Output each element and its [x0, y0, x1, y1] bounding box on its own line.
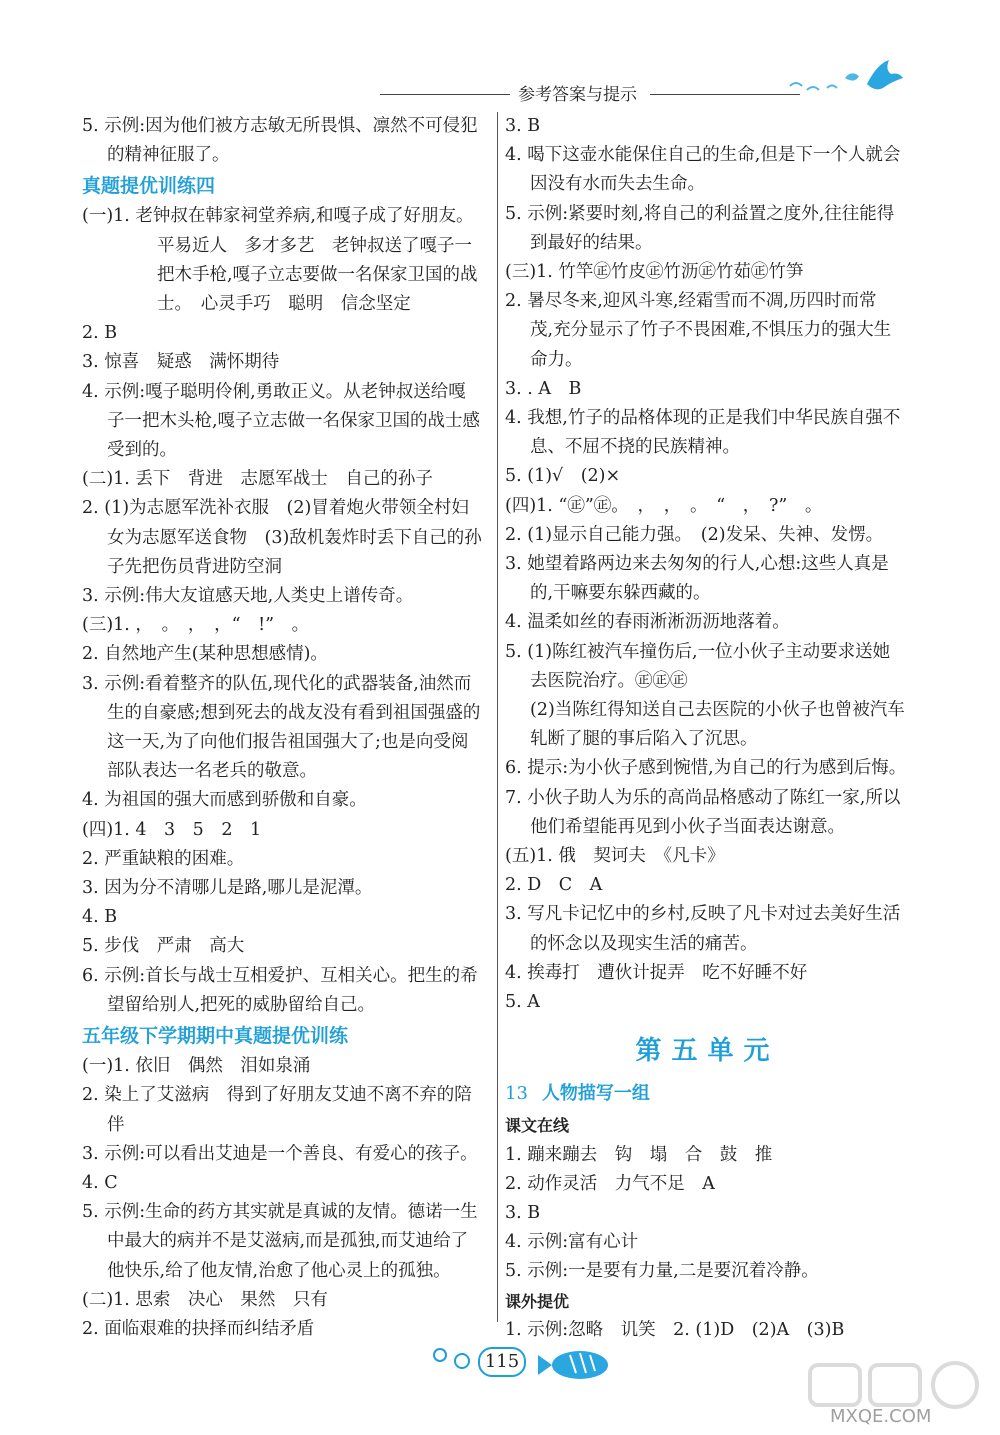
- answer-line: 他们希望能再见到小伙子当面表达谢意。: [530, 816, 845, 837]
- answer-line: 子先把伤员背进防空洞: [107, 556, 282, 577]
- answer-line: 2. 严重缺粮的困难。: [82, 848, 245, 869]
- answer-line: 的怀念以及现实生活的痛苦。: [530, 933, 758, 954]
- lesson-heading: [505, 1077, 910, 1111]
- watermark-text: MXQE.COM: [830, 1406, 932, 1427]
- answer-line: 平易近人 多才多艺 老钟叔送了嘎子一: [157, 235, 472, 256]
- answer-line: 茂,充分显示了竹子不畏困难,不惧压力的强大生: [530, 320, 892, 341]
- answer-line: 4. 为祖国的强大而感到骄傲和自豪。: [82, 790, 367, 811]
- answer-line: 1. 示例:忽略 讥笑 2. (1)D (2)A (3)B: [505, 1319, 845, 1340]
- answer-line: 3. B: [505, 116, 541, 136]
- bubble-fish-decoration-icon: [430, 1335, 630, 1385]
- answer-line: 把木手枪,嘎子立志要做一名保家卫国的战: [157, 264, 478, 285]
- answer-line: (二)1. 丢下 背进 志愿军战士 自己的孙子: [82, 469, 433, 490]
- answer-line: 5. 示例:因为他们被方志敏无所畏惧、凛然不可侵犯: [82, 116, 478, 136]
- answer-line: 3. 示例:可以看出艾迪是一个善良、有爱心的孩子。: [82, 1143, 478, 1164]
- answer-line: 女为志愿军送食物 (3)敌机轰炸时丢下自己的孙: [107, 527, 482, 548]
- answer-line: 轧断了腿的事后陷入了沉思。: [530, 729, 758, 750]
- answer-line: 子一把木头枪,嘎子立志做一名保家卫国的战士感: [107, 410, 481, 431]
- answer-line: 受到的。: [107, 440, 177, 461]
- answer-line: 3. 示例:看着整齐的队伍,现代化的武器装备,油然而: [82, 673, 472, 694]
- answer-line: 7. 小伙子助人为乐的高尚品格感动了陈红一家,所以: [505, 787, 901, 808]
- answer-line: 2. 动作灵活 力气不足 A: [505, 1173, 715, 1194]
- section-heading: 五年级下学期期中真题提优训练: [82, 1025, 349, 1048]
- answer-line: 3. 示例:伟大友谊感天地,人类史上谱传奇。: [82, 586, 414, 607]
- answer-line: 6. 示例:首长与战士互相爱护、互相关心。把生的希: [82, 965, 478, 986]
- answer-line: 望留给别人,把死的威胁留给自己。: [107, 994, 376, 1015]
- answer-line: 的,干嘛要东躲西藏的。: [530, 583, 711, 604]
- answer-line: (一)1. 老钟叔在韩家祠堂养病,和嘎子成了好朋友。: [82, 206, 474, 227]
- lesson-title: 人物描写一组: [541, 1083, 650, 1105]
- answer-line: 1. 蹦来蹦去 钩 塌 合 鼓 推: [505, 1144, 773, 1165]
- answer-line: 他快乐,给了他友情,治愈了他心灵上的孤独。: [107, 1260, 451, 1281]
- answer-line: 4. 示例:嘎子聪明伶俐,勇敢正义。从老钟叔送给嘎: [82, 381, 466, 402]
- section-heading: 真题提优训练四: [82, 175, 216, 198]
- answer-line: 去医院治疗。㊣㊣㊣: [530, 670, 688, 691]
- answer-line: 3. 惊喜 疑惑 满怀期待: [82, 352, 280, 373]
- answer-line: 4. 挨毒打 遭伙计捉弄 吃不好睡不好: [505, 962, 808, 983]
- answer-line: 5. 示例:紧要时刻,将自己的利益置之度外,往往能得: [505, 203, 895, 224]
- subsection-heading: 课外提优: [505, 1291, 570, 1311]
- answer-line: 6. 提示:为小伙子感到惋惜,为自己的行为感到后悔。: [505, 758, 907, 779]
- answer-line: 2. 自然地产生(某种思想感情)。: [82, 644, 328, 665]
- answer-line: 5. 示例:生命的药方其实就是真诚的友情。德诺一生: [82, 1202, 478, 1223]
- answer-line: 因没有水而失去生命。: [530, 174, 705, 195]
- answer-line: (三)1. 竹竿㊣竹皮㊣竹沥㊣竹茹㊣竹笋: [505, 262, 804, 283]
- answer-line: 3. B: [505, 1202, 541, 1223]
- answer-line: 2. (1)为志愿军洗补衣服 (2)冒着炮火带领全村妇: [82, 498, 469, 519]
- answer-line: (三)1. ， 。 ， ，“ !” 。: [82, 615, 310, 636]
- header-rule-right: [650, 94, 800, 95]
- answer-line: 命力。: [530, 349, 583, 370]
- bird-decoration-icon: [785, 56, 905, 106]
- answer-line: 5. A: [505, 992, 540, 1013]
- answer-line: 3. 因为分不清哪儿是路,哪儿是泥潭。: [82, 878, 373, 899]
- page-header: [380, 80, 900, 110]
- answer-line: 2. 染上了艾滋病 得到了好朋友艾迪不离不弃的陪: [82, 1085, 472, 1106]
- answer-line: 中最大的病并不是艾滋病,而是孤独,而艾迪给了: [107, 1231, 469, 1252]
- header-title: 参考答案与提示: [518, 85, 637, 105]
- page-number: 115: [478, 1347, 526, 1377]
- right-column: [505, 112, 910, 1345]
- answer-line: 2. B: [82, 323, 118, 344]
- header-rule-left: [380, 94, 510, 95]
- answer-line: 2. (1)显示自己能力强。 (2)发呆、失神、发愣。: [505, 524, 884, 545]
- answer-line: (五)1. 俄 契诃夫 《凡卡》: [505, 846, 725, 867]
- answer-line: 到最好的结果。: [530, 232, 653, 253]
- answer-line: 3. . A B: [505, 378, 582, 399]
- answer-line: 生的自豪感;想到死去的战友没有看到祖国强盛的: [107, 702, 481, 723]
- answer-line: (四)1. “㊣”㊣。 ， ， 。 “ ， ?” 。: [505, 495, 823, 516]
- column-divider: [497, 112, 498, 1322]
- answer-line: 4. 我想,竹子的品格体现的正是我们中华民族自强不: [505, 408, 901, 429]
- answer-line: (二)1. 思索 决心 果然 只有: [82, 1289, 328, 1310]
- answer-line: 3. 她望着路两边来去匆匆的行人,心想:这些人真是: [505, 554, 889, 575]
- answer-line: 士。 心灵手巧 聪明 信念坚定: [157, 294, 411, 315]
- answer-line: 2. 暑尽冬来,迎风斗寒,经霜雪而不凋,历四时而常: [505, 291, 877, 312]
- answer-line: (2)当陈红得知送自己去医院的小伙子也曾被汽车: [530, 700, 905, 721]
- answer-line: 5. 示例:一是要有力量,二是要沉着冷静。: [505, 1261, 819, 1282]
- answer-line: 4. 喝下这壶水能保住自己的生命,但是下一个人就会: [505, 145, 901, 166]
- answer-line: (一)1. 依旧 偶然 泪如泉涌: [82, 1056, 311, 1077]
- answer-line: 5. (1)陈红被汽车撞伤后,一位小伙子主动要求送她: [505, 641, 891, 662]
- page-footer: [430, 1335, 630, 1385]
- answer-line: 5. 步伐 严肃 高大: [82, 936, 245, 957]
- unit-heading: 第五单元: [635, 1036, 780, 1067]
- lesson-number: 13: [505, 1083, 528, 1105]
- answer-line: 3. 写凡卡记忆中的乡村,反映了凡卡对过去美好生活: [505, 904, 901, 925]
- answer-line: 部队表达一名老兵的敬意。: [107, 761, 317, 782]
- answer-line: 2. 面临艰难的抉择而纠结矛盾: [82, 1318, 315, 1339]
- answer-line: (四)1. 4 3 5 2 1: [82, 819, 262, 840]
- answer-line: 4. 温柔如丝的春雨淅淅沥沥地落着。: [505, 612, 790, 633]
- answer-line: 息、不屈不挠的民族精神。: [530, 437, 740, 458]
- left-column: [82, 112, 490, 1344]
- answer-line: 4. C: [82, 1172, 118, 1193]
- answer-line: 4. B: [82, 907, 118, 928]
- answer-line: 的精神征服了。: [107, 145, 230, 166]
- answer-line: 2. D C A: [505, 875, 603, 896]
- answer-line: 4. 示例:富有心计: [505, 1232, 639, 1253]
- subsection-heading: 课文在线: [505, 1116, 570, 1136]
- answer-line: 伴: [107, 1114, 125, 1135]
- answer-line: 5. (1)√ (2)×: [505, 466, 621, 487]
- answer-line: 这一天,为了向他们报告祖国强大了;也是向受阅: [107, 732, 469, 753]
